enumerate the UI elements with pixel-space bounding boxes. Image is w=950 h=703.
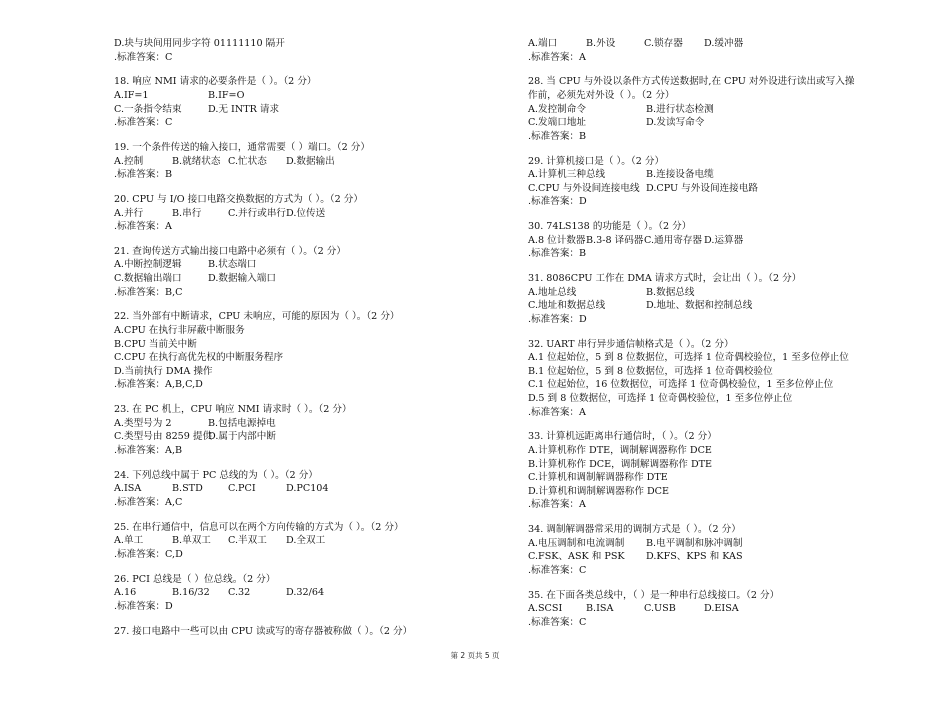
question-title: 34. 调制解调器常采用的调制方式是（ ）。（2 分） [528,524,741,536]
option: C.半双工 [228,535,267,547]
option: D.运算器 [704,234,744,246]
option-row [528,286,888,300]
question-block [528,155,888,209]
option-row [528,234,888,248]
option-line: C.1 位起始位，16 位数据位，可选择 1 位奇偶校验位，1 至多位停止位 [528,379,834,391]
question-block [528,75,888,143]
option: B.外设 [586,38,616,49]
option-line: A.计算机称作 DTE，调制解调器称作 DCE [528,444,712,456]
question-title: 23. 在 PC 机上，CPU 响应 NMI 请求时（ ）。（2 分） [114,404,352,416]
option-row [114,103,514,117]
option: C.USB [644,603,676,615]
question-title: 32. UART 串行异步通信帧格式是（ ）。（2 分） [528,338,734,350]
standard-answer: .标准答案：A [528,499,586,511]
option: A.类型号为 2 [114,417,172,429]
option-row [114,482,514,496]
option: B.包括电源掉电 [208,417,276,429]
question-title: 20. CPU 与 I/O 接口电路交换数据的方式为（ ）。（2 分） [114,193,363,205]
question-title: 21. 查询传送方式输出接口电路中必须有（ ）。（2 分） [114,245,346,257]
option: D.全双工 [286,535,326,547]
right-column [528,37,888,641]
option: C.CPU 与外设间连接电线 [528,182,640,194]
option: C.类型号由 8259 提供 [114,431,213,443]
option: D.EISA [704,603,739,615]
question-block [528,430,888,512]
standard-answer: .标准答案：C [528,564,587,576]
option: B.3-8 译码器 [586,234,644,246]
standard-answer: .标准答案：D [114,600,173,612]
question-block [114,245,514,299]
standard-answer: .标准答案：A [528,51,586,63]
option: C.FSK、ASK 和 PSK [528,551,625,563]
question-title: 29. 计算机接口是（ ）。（2 分） [528,155,665,167]
question-block [528,272,888,326]
option: D.KFS、KPS 和 KAS [646,551,743,563]
option: D.无 INTR 请求 [208,103,280,115]
option-row [114,258,514,272]
option: A.单工 [114,535,144,547]
option: A.端口 [528,38,558,49]
option: A.地址总线 [528,286,577,298]
option: D.属于内部中断 [208,431,276,443]
question-text: D.块与块间用同步字符 01111110 隔开 [114,38,285,49]
option-line: D.5 到 8 位数据位，可选择 1 位奇偶校验位，1 至多位停止位 [528,393,793,404]
question-block [528,523,888,577]
option: D.数据输出 [286,155,335,167]
option-line: C.计算机和调制解调器称作 DTE [528,472,668,484]
option: D.发读写命令 [646,117,705,129]
option: A.发控制命令 [528,103,586,115]
option-line: D.计算机和调制解调器称作 DCE [528,485,670,497]
question-block [528,338,888,420]
option: A.并行 [114,207,144,219]
option: D.地址、数据和控制总线 [646,300,753,312]
option: D.位传送 [286,207,326,219]
question-title: 24. 下列总线中属于 PC 总线的为（ ）。（2 分） [114,469,318,481]
option: D.数据输入端口 [208,273,276,285]
option: C.地址和数据总线 [528,300,606,312]
option-line: A.CPU 在执行非屏蔽中断服务 [114,325,245,337]
option: B.STD [172,483,203,495]
question-block [528,589,888,630]
standard-answer: .标准答案：C,D [114,548,183,560]
page-footer: 第 2 页共 5 页 [450,651,500,660]
question-block [528,220,888,261]
option: D.缓冲器 [704,38,744,49]
option-row [114,534,514,548]
option: C.数据输出端口 [114,273,182,285]
question-title: 18. 响应 NMI 请求的必要条件是（ ）。（2 分） [114,76,317,88]
option: D.CPU 与外设间连接电路 [646,182,758,194]
question-block [114,573,514,614]
standard-answer: .标准答案：B [528,130,587,142]
question-title: 22. 当外部有中断请求，CPU 未响应，可能的原因为（ ）。（2 分） [114,311,400,323]
option-row [528,537,888,551]
question-block [114,403,514,457]
option-row [114,89,514,103]
option: C.PCI [228,483,256,495]
option: B.数据总线 [646,286,695,298]
option: A.SCSI [528,603,563,615]
question-title: 26. PCI 总线是（ ）位总线。（2 分） [114,573,276,585]
option: C.通用寄存器 [644,234,703,246]
option: A.8 位计数器 [528,234,586,246]
option: D.32/64 [286,587,325,599]
option: B.IF=O [208,89,245,101]
option-line: B.计算机称作 DCE，调制解调器称作 DTE [528,458,713,470]
option-row [528,37,888,51]
option-line: B.1 位起始位，5 到 8 位数据位，可选择 1 位奇偶校验位 [528,365,773,377]
question-block [114,521,514,562]
option: A.电压调制和电流调制 [528,537,625,549]
option: C.并行或串行 [228,207,287,219]
option-line: B.CPU 当前关中断 [114,338,197,350]
option: B.状态端口 [208,259,257,271]
option: A.计算机三种总线 [528,169,606,181]
option-row [114,417,514,431]
question-text: 28. 当 CPU 与外设以条件方式传送数据时,在 CPU 对外设进行读出或写入操 [528,76,855,88]
option-row [528,602,888,616]
option-row [114,430,514,444]
standard-answer: .标准答案：C [114,117,173,129]
question-block [528,37,888,64]
question-block [114,141,514,182]
question-title: 35. 在下面各类总线中，（ ）是一种串行总线接口。（2 分） [528,589,780,601]
question-block [114,310,514,392]
standard-answer: .标准答案：D [528,313,587,325]
option-line: D.当前执行 DMA 操作 [114,365,213,377]
left-column [114,37,514,649]
question-block [114,193,514,234]
question-title: 19. 一个条件传送的输入接口，通常需要（ ）端口。（2 分） [114,141,370,153]
standard-answer: .标准答案：A,B [114,444,183,456]
option: B.16/32 [172,587,210,599]
question-title: 25. 在串行通信中，信息可以在两个方向传输的方式为（ ）。（2 分） [114,521,404,533]
standard-answer: .标准答案：D [528,196,587,208]
option: B.单双工 [172,535,211,547]
option-line: C.CPU 在执行高优先权的中断服务程序 [114,352,284,364]
standard-answer: .标准答案：A,C [114,496,183,508]
standard-answer: .标准答案：B [114,169,173,181]
option-row [114,155,514,169]
question-title: 27. 接口电路中一些可以由 CPU 读或写的寄存器被称做（ ）。（2 分） [114,625,413,637]
option: C.发端口地址 [528,117,587,129]
option-row [528,550,888,564]
option-row [114,272,514,286]
option: B.电平调制和脉冲调制 [646,537,743,549]
option: C.32 [228,587,251,599]
question-block [114,469,514,510]
option-row [528,116,888,130]
standard-answer: .标准答案：C [114,51,173,63]
question-title: 30. 74LS138 的功能是（ ）。（2 分） [528,221,692,233]
option: B.连接设备电缆 [646,169,714,181]
option: B.串行 [172,207,202,219]
option-line: A.1 位起始位，5 到 8 位数据位，可选择 1 位奇偶校验位，1 至多位停止位 [528,352,849,364]
option: A.中断控制逻辑 [114,259,182,271]
option: C.锁存器 [644,38,683,49]
option: B.就绪状态 [172,155,221,167]
question-title: 33. 计算机远距离串行通信时，（ ）。（2 分） [528,431,717,443]
standard-answer: .标准答案：C [528,616,587,628]
option-row [114,207,514,221]
option-row [528,182,888,196]
standard-answer: .标准答案：B,C [114,286,183,298]
option-row [528,168,888,182]
option: B.进行状态检测 [646,103,714,115]
option: A.IF=1 [114,89,149,101]
option: A.控制 [114,155,144,167]
standard-answer: .标准答案：A,B,C,D [114,379,203,391]
option: C.一条指令结束 [114,103,182,115]
question-block [114,625,514,639]
standard-answer: .标准答案：A [528,406,586,418]
standard-answer: .标准答案：A [114,221,172,233]
option: B.ISA [586,603,614,615]
option-row [528,103,888,117]
option: D.PC104 [286,483,329,495]
question-block [114,75,514,129]
option-row [528,299,888,313]
standard-answer: .标准答案：B [528,248,587,260]
option: C.忙状态 [228,155,267,167]
option: A.ISA [114,483,142,495]
option-row [114,586,514,600]
question-block [114,37,514,64]
option: A.16 [114,587,137,599]
question-text: 作前，必须先对外设（ ）。（2 分） [528,89,675,101]
question-title: 31. 8086CPU 工作在 DMA 请求方式时，会让出（ ）。（2 分） [528,273,802,285]
